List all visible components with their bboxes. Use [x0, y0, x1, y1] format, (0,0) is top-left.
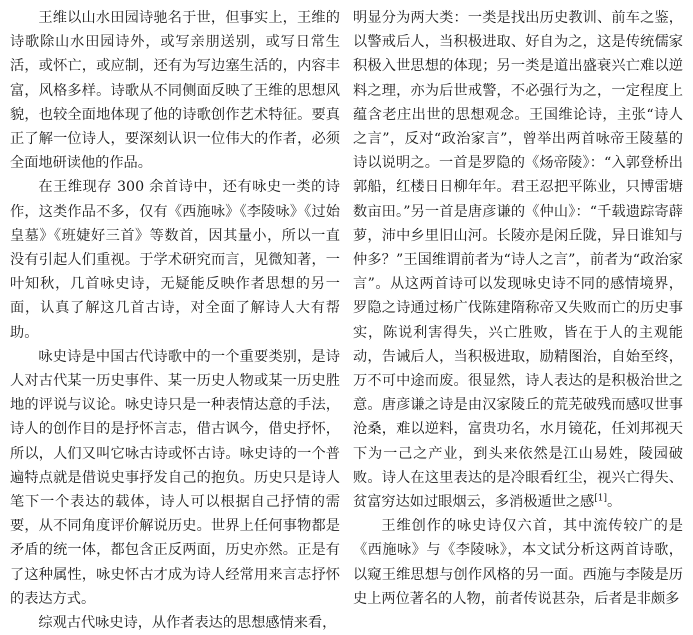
- paragraph: 在王维现存 300 余首诗中，还有咏史一类的诗作，这类作品不多，仅有《西施咏》《李陵咏》《过始皇墓》《班婕好三首》等数首，因其量小，所以一直没有引起人们重视。于学术研究而言，见微知著，一叶知秋，几首咏史诗，无疑能反映作者思想的另一面，认真了解这几首古诗，对全面了解诗人大有帮助。: [10, 179, 340, 341]
- right-column: [353, 6, 683, 607]
- paragraph: 综观古代咏史诗，从作者表达的思想感情来看，: [38, 615, 337, 632]
- paragraph-text: 明显分为两大类：一类是找出历史教训、前车之鉴，以警戒后人，当积极进取、好自为之，这是传统儒家积极入世思想的体现；另一类是道出盛衰兴亡难以逆料之理，亦为后世戒警，不必强行为之，一定程度上蕴含老庄出世的思想观念。王国维论诗，主张“诗人之言”，反对“政治家言”，曾举出两首咏帝王陵墓的诗以说明之。一首是罗隐的《炀帝陵》：“入郭登桥出郭船，红楼日日柳年年。君王忍把平陈业，只博雷塘数亩田。”另一首是唐彦谦的《仲山》：“千载遗踪寄薜萝，沛中乡里旧山河。长陵亦是闲丘陇，异日谁知与仲多？”王国维谓前者为“诗人之言”，前者为“政治家言”。从这两首诗可以发现咏史诗不同的感情境界，罗隐之诗通过杨广伐陈建隋称帝又失败而亡的历史事实，陈说利害得失，兴亡胜败，皆在于人的主观能动，告诫后人，当积极进取，励精图治，自始至终，万不可中途而废。很显然，诗人表达的是积极治世之意。唐彦谦之诗是由汉家陵丘的荒芜破残而感叹世事沧桑，难以逆料，富贵功名，水月镜花，任刘邦视天下为一己之产业，到头来依然是江山易姓，陵园破败。诗人在这里表达的是冷眼看红尘，视兴亡得失、贫富穷达如过眼烟云，多消极遁世之感: [353, 10, 683, 511]
- paragraph: 咏史诗是中国古代诗歌中的一个重要类别，是诗人对古代某一历史事件、某一历史人物或某一历史胜地的评说与议论。咏史诗只是一种表情达意的手法，诗人的创作目的是抒怀言志，借古讽今，借史抒怀，所以，人们又叫它咏古诗或怀古诗。咏史诗的一个普遍特点就是借说史事抒发自己的抱负。历史只是诗人笔下一个表达的载体，诗人可以根据自己抒情的需要，从不同角度评价解说历史。世界上任何事物都是矛盾的统一体，都包含正反两面，历史亦然。正是有了这种属性，咏史怀古才成为诗人经常用来言志抒怀的表达方式。: [10, 348, 340, 607]
- paragraph: 王维以山水田园诗驰名于世，但事实上，王维的诗歌除山水田园诗外，或写亲朋送别，或写日常生活，或怀亡，或应制，还有为写边塞生活的，内容丰富，风格多样。诗歌从不同侧面反映了王维的思想风貌，也较全面地体现了他的诗歌创作艺术特征。要真正了解一位诗人，要深刻认识一位伟大的作者，必须全面地研读他的作品。: [10, 10, 340, 172]
- left-column: [10, 6, 340, 635]
- paragraph-end: 。: [606, 494, 622, 511]
- paragraph-continued: [353, 6, 683, 514]
- citation-ref[interactable]: [1]: [594, 493, 607, 504]
- paragraph: 王维创作的咏史诗仅六首，其中流传较广的是《西施咏》与《李陵咏》，本文试分析这两首诗歌，以窥王维思想与创作风格的另一面。西施与李陵是历史上两位著名的人物，前者传说甚杂，后者是非颇多: [353, 518, 683, 607]
